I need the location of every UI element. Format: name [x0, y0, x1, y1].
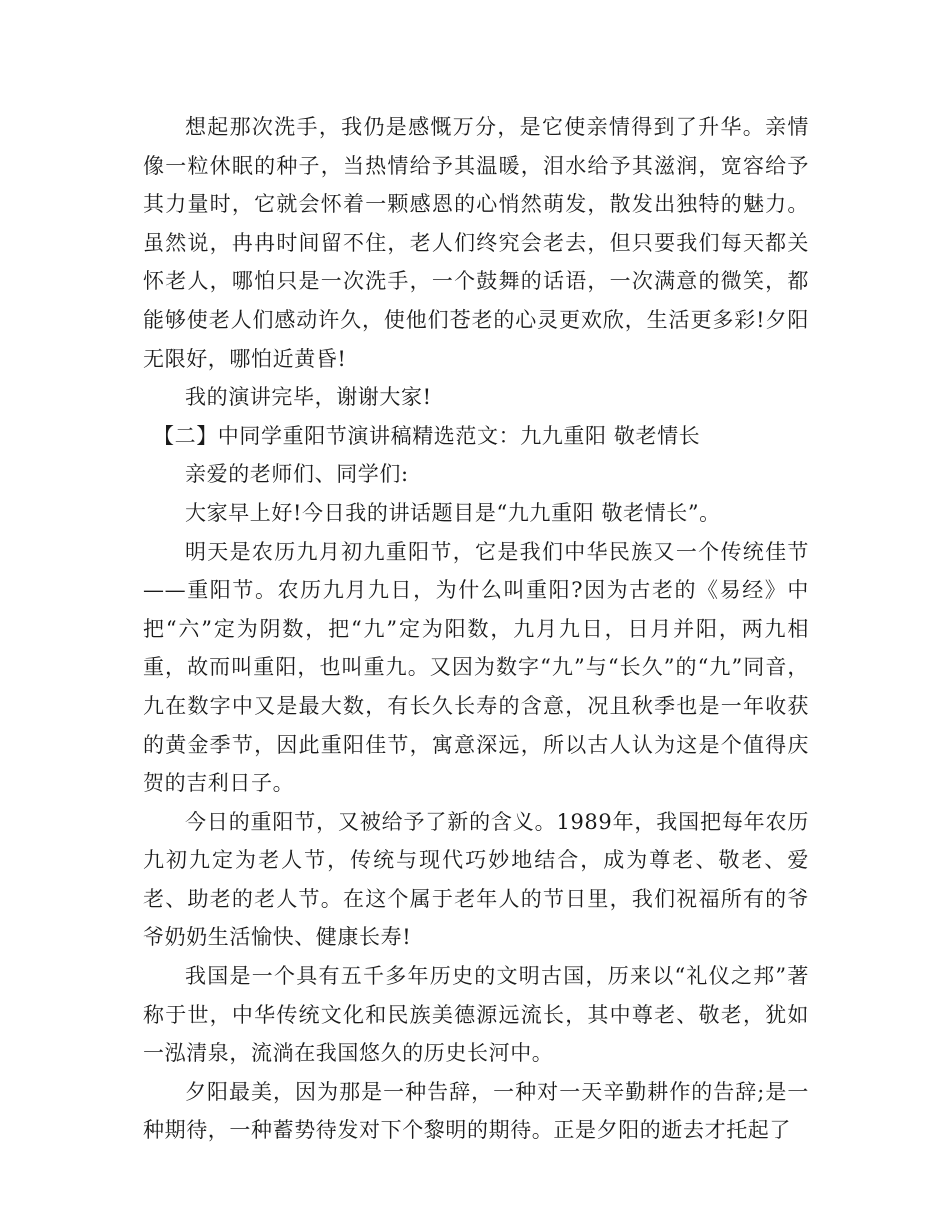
- paragraph-seniors-day: 今日的重阳节，又被给予了新的含义。1989年，我国把每年农历九初九定为老人节，传统与现代巧妙地结合，成为尊老、敬老、爱老、助老的老人节。在这个属于老年人的节日里，我们祝福所有的爷爷奶奶生活愉快、健康长寿!: [143, 809, 809, 950]
- paragraph-double-ninth-origin: 明天是农历九月初九重阳节，它是我们中华民族又一个传统佳节——重阳节。农历九月九日，为什么叫重阳?因为古老的《易经》中把“六”定为阴数，把“九”定为阳数，九月九日，日月并阳，两九相重，故而叫重阳，也叫重九。又因为数字“九”与“长久”的“九”同音，九在数字中又是最大数，有长久长寿的含意，况且秋季也是一年收获的黄金季节，因此重阳佳节，寓意深远，所以古人认为这是个值得庆贺的吉利日子。: [143, 539, 809, 796]
- section-heading: 【二】中同学重阳节演讲稿精选范文：九九重阳 敬老情长: [153, 423, 701, 448]
- paragraph-closing-thanks: 我的演讲完毕，谢谢大家!: [185, 385, 432, 410]
- paragraph-greeting: 大家早上好!今日我的讲话题目是“九九重阳 敬老情长”。: [185, 500, 721, 525]
- document-body: [143, 108, 809, 1150]
- paragraph-salutation: 亲爱的老师们、同学们:: [185, 462, 409, 487]
- paragraph-sunset: 夕阳最美，因为那是一种告辞，一种对一天辛勤耕作的告辞;是一种期待，一种蓄势待发对下个黎明的期待。正是夕阳的逝去才托起了: [143, 1079, 809, 1143]
- paragraph-handwashing-reflection: 想起那次洗手，我仍是感慨万分，是它使亲情得到了升华。亲情像一粒休眠的种子，当热情给予其温暖，泪水给予其滋润，宽容给予其力量时，它就会怀着一颗感恩的心悄然萌发，散发出独特的魅力。虽然说，冉冉时间留不住，老人们终究会老去，但只要我们每天都关怀老人，哪怕只是一次洗手，一个鼓舞的话语，一次满意的微笑，都能够使老人们感动许久，使他们苍老的心灵更欢欣，生活更多彩!夕阳无限好，哪怕近黄昏!: [143, 115, 809, 371]
- paragraph-tradition: 我国是一个具有五千多年历史的文明古国，历来以“礼仪之邦”著称于世，中华传统文化和民族美德源远流长，其中尊老、敬老，犹如一泓清泉，流淌在我国悠久的历史长河中。: [143, 964, 809, 1066]
